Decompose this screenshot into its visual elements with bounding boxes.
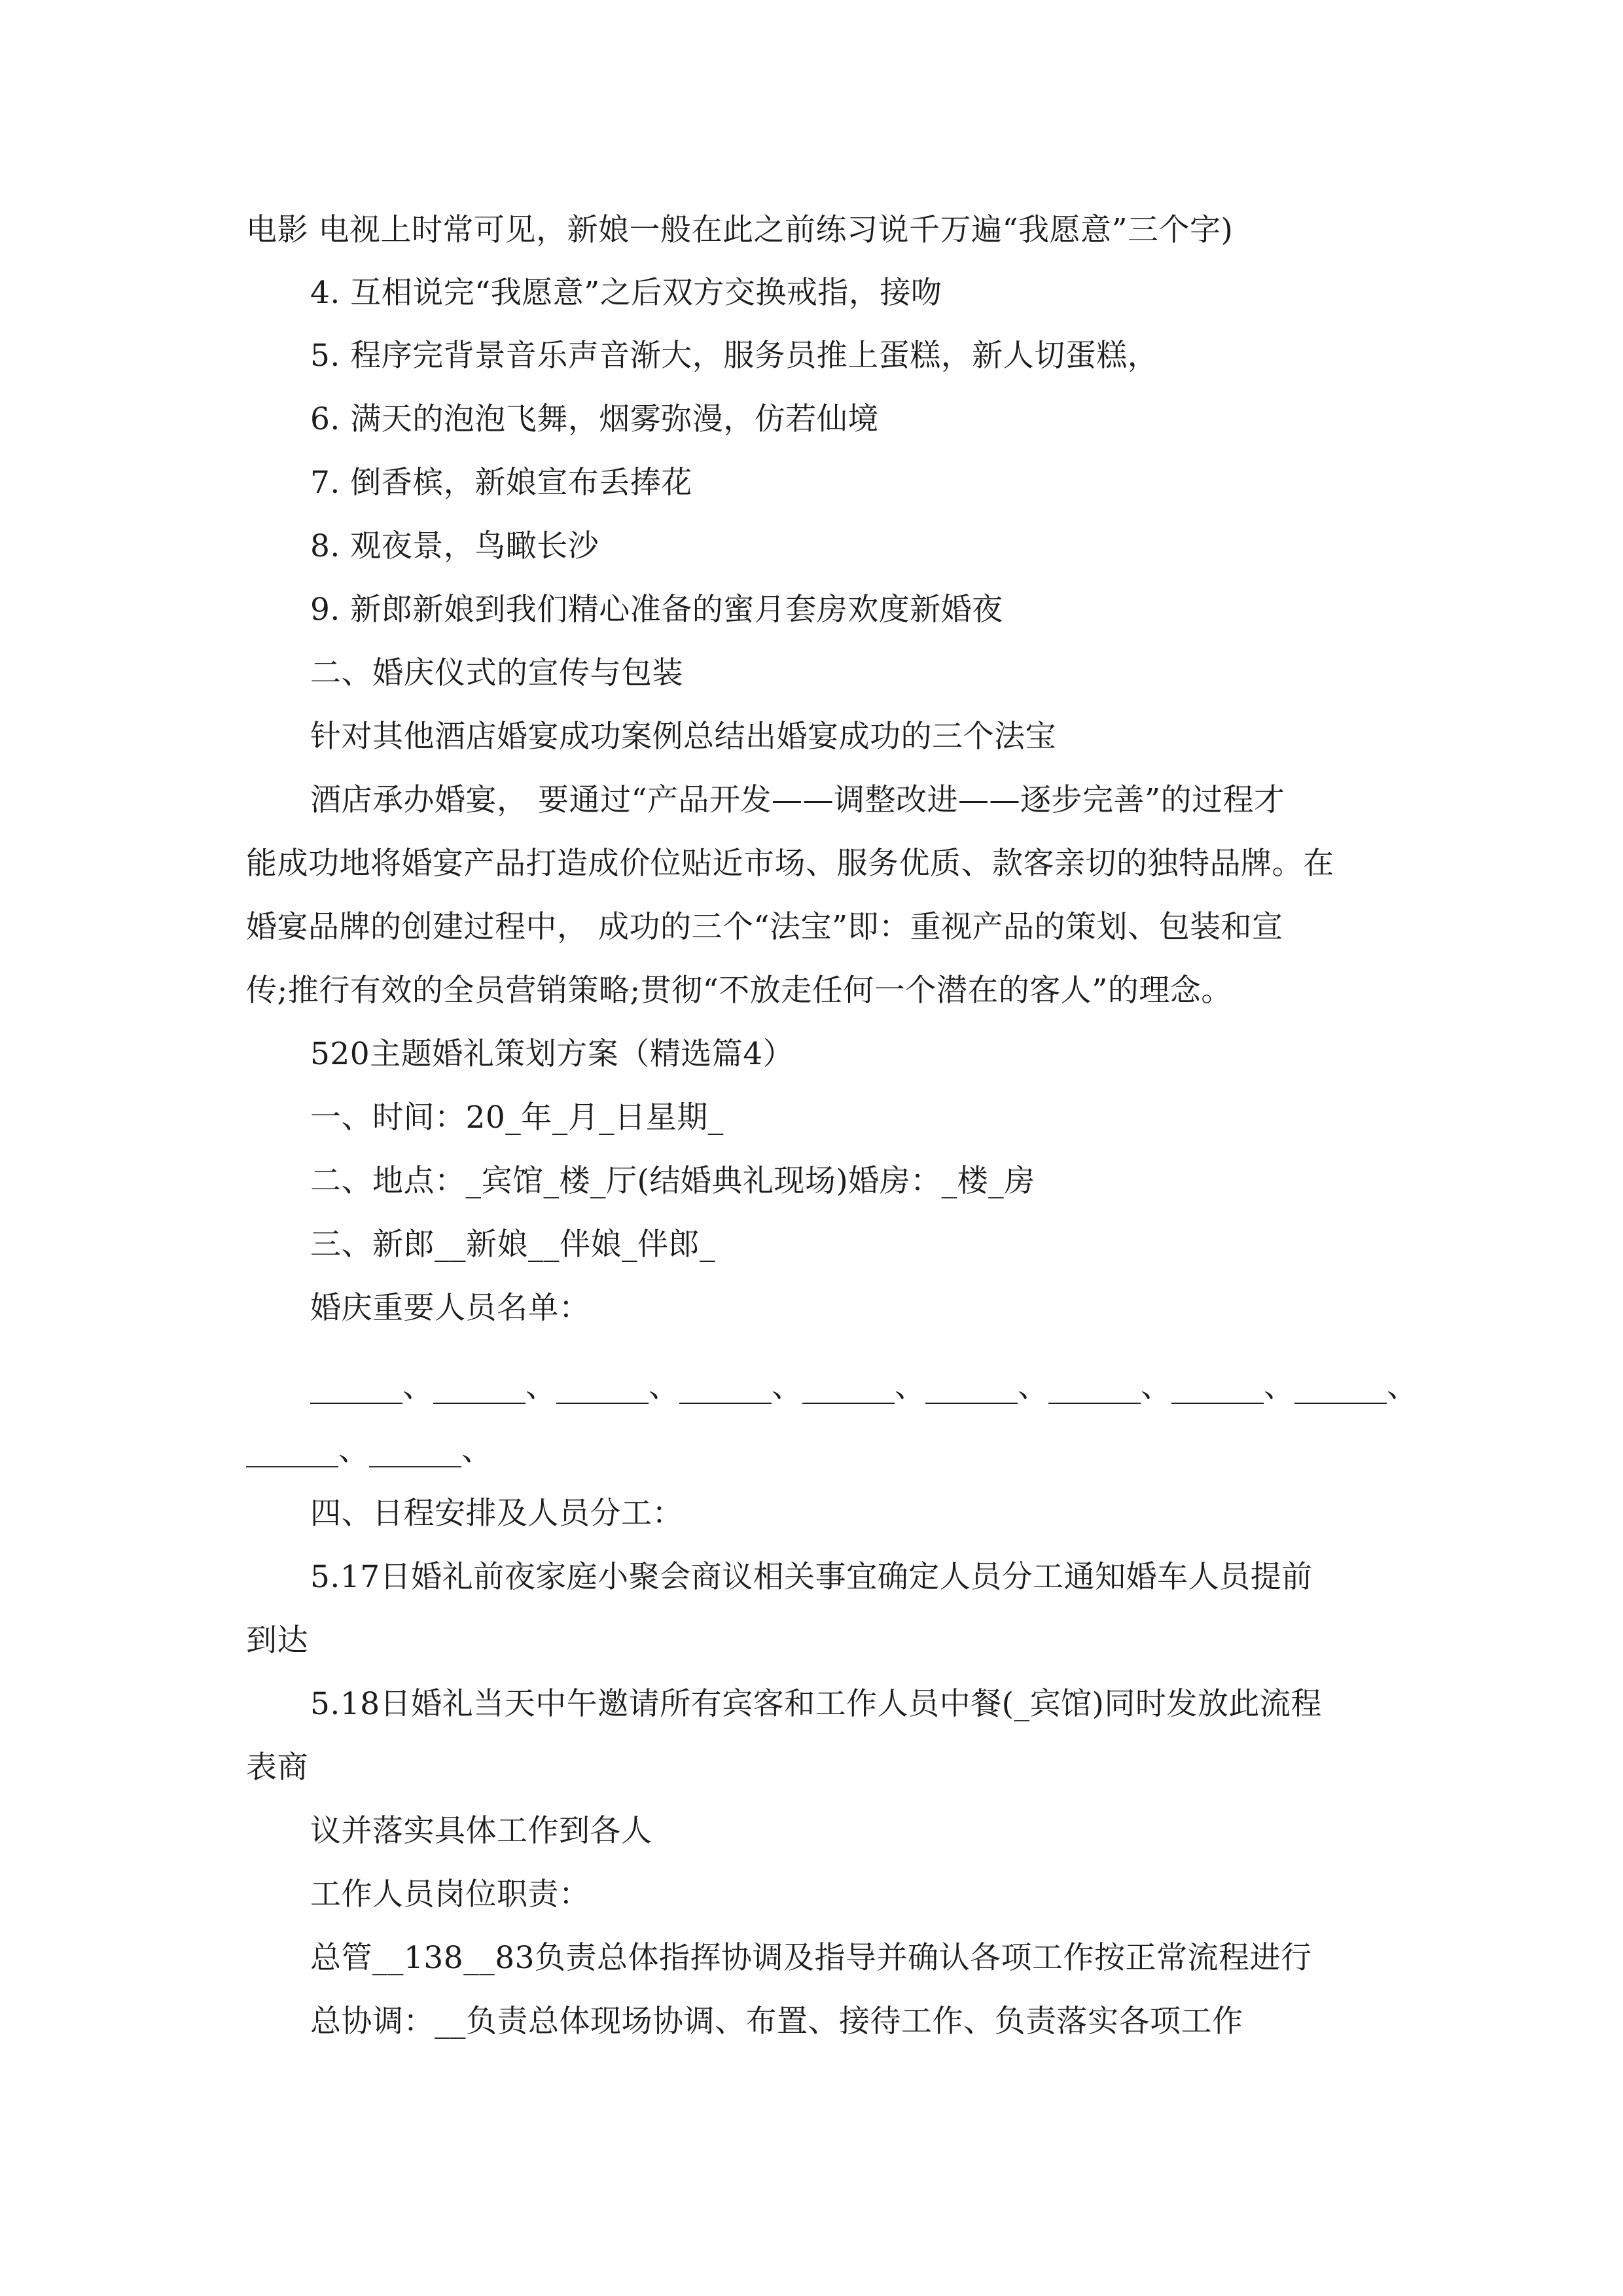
text-line: 针对其他酒店婚宴成功案例总结出婚宴成功的三个法宝	[310, 719, 1056, 755]
list-item: 7. 倒香槟，新娘宣布丢捧花	[310, 465, 692, 501]
list-item: 8. 观夜景，鸟瞰长沙	[310, 528, 599, 564]
paragraph-line: 5.18日婚礼当天中午邀请所有宾客和工作人员中餐(_宾馆)同时发放此流程	[310, 1686, 1322, 1722]
paragraph-line: 酒店承办婚宴， 要通过“产品开发——调整改进——逐步完善”的过程才	[310, 782, 1285, 818]
text-line: 议并落实具体工作到各人	[310, 1813, 652, 1849]
text-line: 电影 电视上时常可见，新娘一般在此之前练习说千万遍“我愿意”三个字)	[246, 212, 1234, 248]
section-heading: 二、婚庆仪式的宣传与包装	[310, 655, 683, 691]
text-line: 总管__138__83负责总体指挥协调及指导并确认各项工作按正常流程进行	[310, 1940, 1312, 1976]
text-line: 总协调：__负责总体现场协调、布置、接待工作、负责落实各项工作	[310, 2003, 1243, 2039]
paragraph-line: 表商	[246, 1749, 308, 1785]
paragraph-line: 婚宴品牌的创建过程中， 成功的三个“法宝”即：重视产品的策划、包装和宣	[246, 909, 1283, 945]
text-line: 三、新郎__新娘__伴娘_伴郎_	[310, 1227, 715, 1263]
text-line: 工作人员岗位职责：	[310, 1876, 590, 1912]
text-line: 婚庆重要人员名单：	[310, 1290, 590, 1326]
blank-list: ______、______、______、______、______、______、______、______、______、	[310, 1369, 1418, 1405]
paragraph-line: 到达	[246, 1623, 308, 1659]
list-item: 4. 互相说完“我愿意”之后双方交换戒指，接吻	[310, 275, 942, 311]
blank-list: ______、______、	[246, 1432, 492, 1468]
section-heading: 四、日程安排及人员分工：	[310, 1496, 683, 1532]
paragraph-line: 5.17日婚礼前夜家庭小聚会商议相关事宜确定人员分工通知婚车人员提前	[310, 1559, 1313, 1595]
list-item: 9. 新郎新娘到我们精心准备的蜜月套房欢度新婚夜	[310, 592, 1003, 628]
section-title: 520主题婚礼策划方案（精选篇4）	[310, 1036, 794, 1072]
text-line: 一、时间：20_年_月_日星期_	[310, 1100, 724, 1136]
paragraph-line: 能成功地将婚宴产品打造成价位贴近市场、服务优质、款客亲切的独特品牌。在	[246, 846, 1334, 882]
text-line: 二、地点：_宾馆_楼_厅(结婚典礼现场)婚房：_楼_房	[310, 1163, 1035, 1199]
list-item: 5. 程序完背景音乐声音渐大，服务员推上蛋糕，新人切蛋糕，	[310, 338, 1159, 374]
list-item: 6. 满天的泡泡飞舞，烟雾弥漫，仿若仙境	[310, 401, 879, 437]
paragraph-line: 传;推行有效的全员营销策略;贯彻“不放走任何一个潜在的客人”的理念。	[246, 973, 1232, 1009]
